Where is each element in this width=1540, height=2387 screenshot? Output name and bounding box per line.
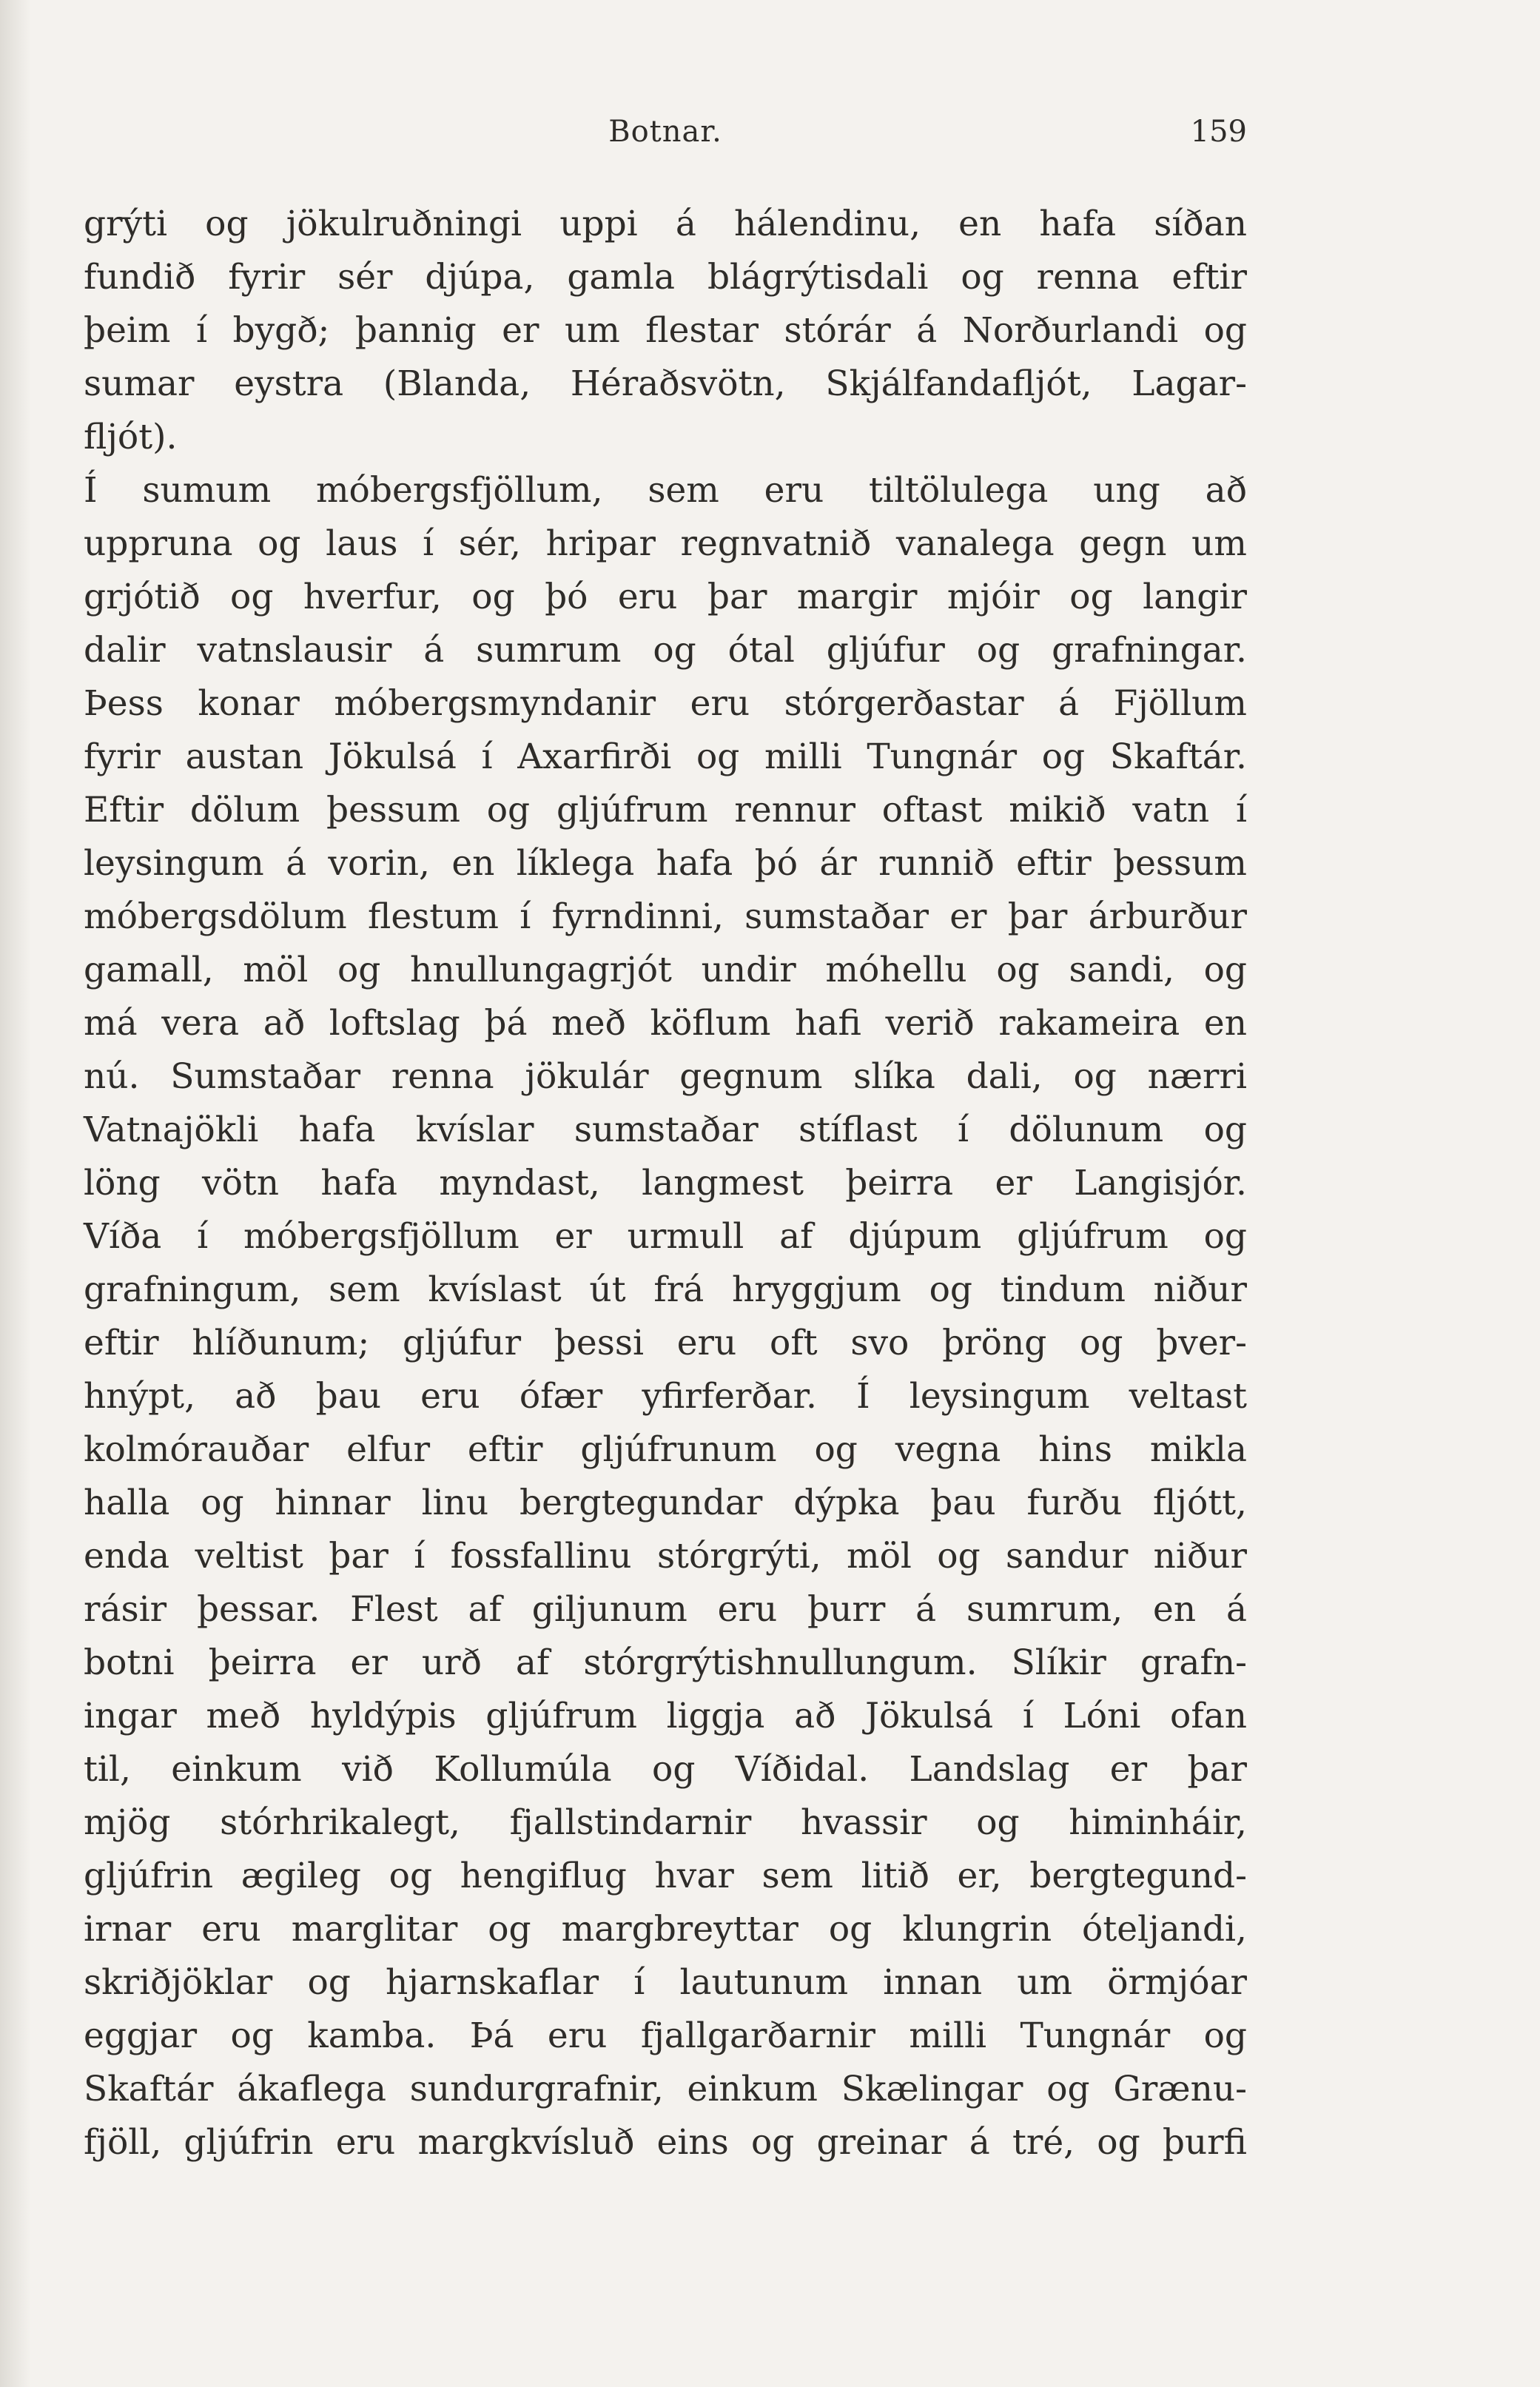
text-line: þeim í bygð; þannig er um flestar stórár á Norðurlandi og	[84, 310, 1247, 351]
text-line: enda veltist þar í fossfallinu stórgrýti, möl og sandur niður	[84, 1536, 1247, 1577]
text-line: gamall, möl og hnullungagrjót undir móhellu og sandi, og	[84, 950, 1247, 990]
text-line: Skaftár ákaflega sundurgrafnir, einkum Skælingar og Grænu-	[84, 2069, 1247, 2109]
text-line: kolmórauðar elfur eftir gljúfrunum og vegna hins mikla	[84, 1429, 1247, 1470]
text-line: mjög stórhrikalegt, fjallstindarnir hvassir og himinháir,	[84, 1802, 1247, 1843]
text-line: má vera að loftslag þá með köflum hafi verið rakameira en	[84, 1003, 1247, 1044]
text-line: dalir vatnslausir á sumrum og ótal gljúfur og grafningar.	[84, 630, 1247, 671]
text-line: halla og hinnar linu bergtegundar dýpka þau furðu fljótt,	[84, 1483, 1247, 1523]
text-line: Eftir dölum þessum og gljúfrum rennur oftast mikið vatn í	[84, 790, 1247, 830]
text-line: Vatnajökli hafa kvíslar sumstaðar stíflast í dölunum og	[84, 1109, 1247, 1150]
text-line: rásir þessar. Flest af giljunum eru þurr á sumrum, en á	[84, 1589, 1247, 1630]
page-gutter-shadow	[0, 0, 31, 2387]
text-line: grafningum, sem kvíslast út frá hryggjum og tindum niður	[84, 1269, 1247, 1310]
text-line: ingar með hyldýpis gljúfrum liggja að Jökulsá í Lóni ofan	[84, 1696, 1247, 1736]
text-line: eggjar og kamba. Þá eru fjallgarðarnir milli Tungnár og	[84, 2015, 1247, 2056]
body-text	[84, 198, 1247, 2169]
text-line: Í sumum móbergsfjöllum, sem eru tiltölulega ung að	[84, 470, 1247, 511]
text-line: fljót).	[84, 417, 178, 457]
page-number: 159	[1190, 115, 1247, 149]
text-line: irnar eru marglitar og margbreyttar og klungrin óteljandi,	[84, 1909, 1247, 1950]
text-line: Víða í móbergsfjöllum er urmull af djúpum gljúfrum og	[84, 1216, 1247, 1257]
page-header	[84, 110, 1247, 154]
text-line: botni þeirra er urð af stórgrýtishnullungum. Slíkir grafn-	[84, 1642, 1247, 1683]
text-line: sumar eystra (Blanda, Héraðsvötn, Skjálfandafljót, Lagar-	[84, 363, 1247, 404]
text-line: grjótið og hverfur, og þó eru þar margir mjóir og langir	[84, 577, 1247, 617]
text-line: löng vötn hafa myndast, langmest þeirra er Langisjór.	[84, 1163, 1247, 1203]
text-line: gljúfrin ægileg og hengiflug hvar sem litið er, bergtegund-	[84, 1856, 1247, 1896]
text-line: uppruna og laus í sér, hripar regnvatnið vanalega gegn um	[84, 523, 1247, 564]
text-line: eftir hlíðunum; gljúfur þessi eru oft svo þröng og þver-	[84, 1323, 1247, 1363]
text-line: Þess konar móbergsmyndanir eru stórgerðastar á Fjöllum	[84, 683, 1247, 724]
text-line: skriðjöklar og hjarnskaflar í lautunum innan um örmjóar	[84, 1962, 1247, 2003]
text-line: fundið fyrir sér djúpa, gamla blágrýtisdali og renna eftir	[84, 257, 1247, 298]
text-line: hnýpt, að þau eru ófær yfirferðar. Í leysingum veltast	[84, 1376, 1247, 1417]
text-line: móbergsdölum flestum í fyrndinni, sumstaðar er þar árburður	[84, 896, 1247, 937]
text-line: fjöll, gljúfrin eru margkvísluð eins og greinar á tré, og þurfi	[84, 2122, 1247, 2163]
text-line: nú. Sumstaðar renna jökulár gegnum slíka dali, og nærri	[84, 1056, 1247, 1097]
running-title: Botnar.	[608, 115, 722, 149]
text-line: grýti og jökulruðningi uppi á hálendinu, en hafa síðan	[84, 204, 1247, 244]
text-line: til, einkum við Kollumúla og Víðidal. Landslag er þar	[84, 1749, 1247, 1790]
text-line: fyrir austan Jökulsá í Axarfirði og milli Tungnár og Skaftár.	[84, 736, 1247, 777]
text-line: leysingum á vorin, en líklega hafa þó ár runnið eftir þessum	[84, 843, 1247, 884]
